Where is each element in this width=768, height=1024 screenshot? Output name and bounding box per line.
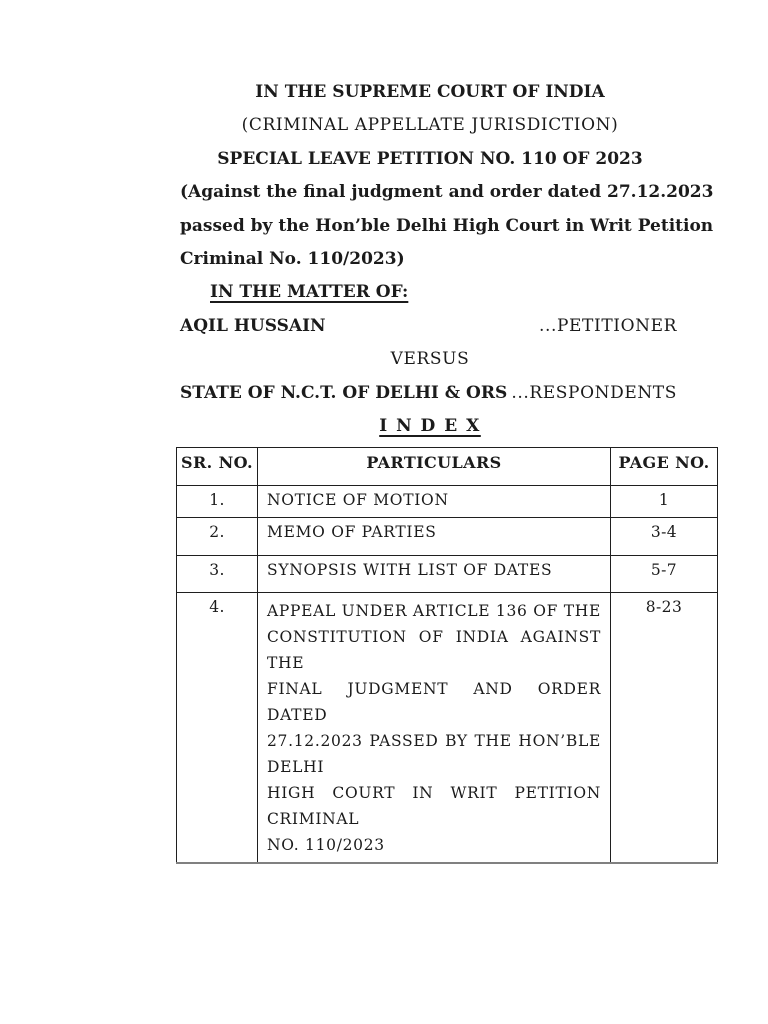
- index-table: [176, 447, 718, 864]
- index-table-header-row: [177, 448, 718, 486]
- table-row: [177, 486, 718, 518]
- respondent-name: STATE OF N.C.T. OF DELHI & ORS: [180, 382, 508, 403]
- row-4-particulars-line-6: NO. 110/2023: [267, 836, 385, 854]
- row-4-particulars-line-5: HIGH COURT IN WRIT PETITION CRIMINAL: [267, 784, 601, 828]
- versus-label: VERSUS: [390, 349, 470, 370]
- header-particulars: PARTICULARS: [258, 448, 611, 486]
- row-4-particulars-line-2: CONSTITUTION OF INDIA AGAINST THE: [267, 628, 601, 672]
- respondent-row: [180, 377, 677, 410]
- row-1-page: 1: [611, 486, 718, 518]
- document-header: [180, 76, 714, 443]
- against-clause-line-2: passed by the Hon’ble Delhi High Court in Writ Petition: [180, 215, 714, 236]
- against-clause-line-1: (Against the final judgment and order dated 27.12.2023: [180, 182, 714, 203]
- row-3-page: 5-7: [611, 556, 718, 593]
- petitioner-name: AQIL HUSSAIN: [180, 315, 326, 336]
- row-4-sr: 4.: [177, 593, 258, 864]
- matter-heading-text: IN THE MATTER OF:: [210, 282, 409, 303]
- respondent-label: ...RESPONDENTS: [511, 382, 677, 403]
- petition-number-title: SPECIAL LEAVE PETITION NO. 110 OF 2023: [217, 148, 643, 169]
- index-heading: [180, 410, 680, 443]
- court-title: IN THE SUPREME COURT OF INDIA: [255, 82, 605, 102]
- row-4-page: 8-23: [611, 593, 718, 864]
- table-row: [177, 593, 718, 864]
- against-clause-line-3: Criminal No. 110/2023): [180, 249, 405, 270]
- header-page-no: PAGE NO.: [611, 448, 718, 486]
- row-4-particulars: [258, 593, 611, 864]
- row-4-particulars-line-3: FINAL JUDGMENT AND ORDER DATED: [267, 680, 601, 724]
- table-row: [177, 518, 718, 556]
- row-2-sr: 2.: [177, 518, 258, 556]
- matter-heading: [180, 276, 680, 309]
- index-heading-text: I N D E X: [379, 416, 481, 437]
- row-1-particulars: NOTICE OF MOTION: [258, 486, 611, 518]
- row-2-page: 3-4: [611, 518, 718, 556]
- table-row: [177, 556, 718, 593]
- petitioner-label: ...PETITIONER: [539, 315, 677, 336]
- row-1-sr: 1.: [177, 486, 258, 518]
- header-sr-no: SR. NO.: [177, 448, 258, 486]
- row-2-particulars: MEMO OF PARTIES: [258, 518, 611, 556]
- jurisdiction-subtitle: (CRIMINAL APPELLATE JURISDICTION): [241, 115, 619, 136]
- petitioner-row: [180, 310, 677, 343]
- row-3-particulars: SYNOPSIS WITH LIST OF DATES: [258, 556, 611, 593]
- row-4-particulars-line-1: APPEAL UNDER ARTICLE 136 OF THE: [267, 602, 601, 620]
- row-3-sr: 3.: [177, 556, 258, 593]
- row-4-particulars-line-4: 27.12.2023 PASSED BY THE HON’BLE DELHI: [267, 732, 601, 776]
